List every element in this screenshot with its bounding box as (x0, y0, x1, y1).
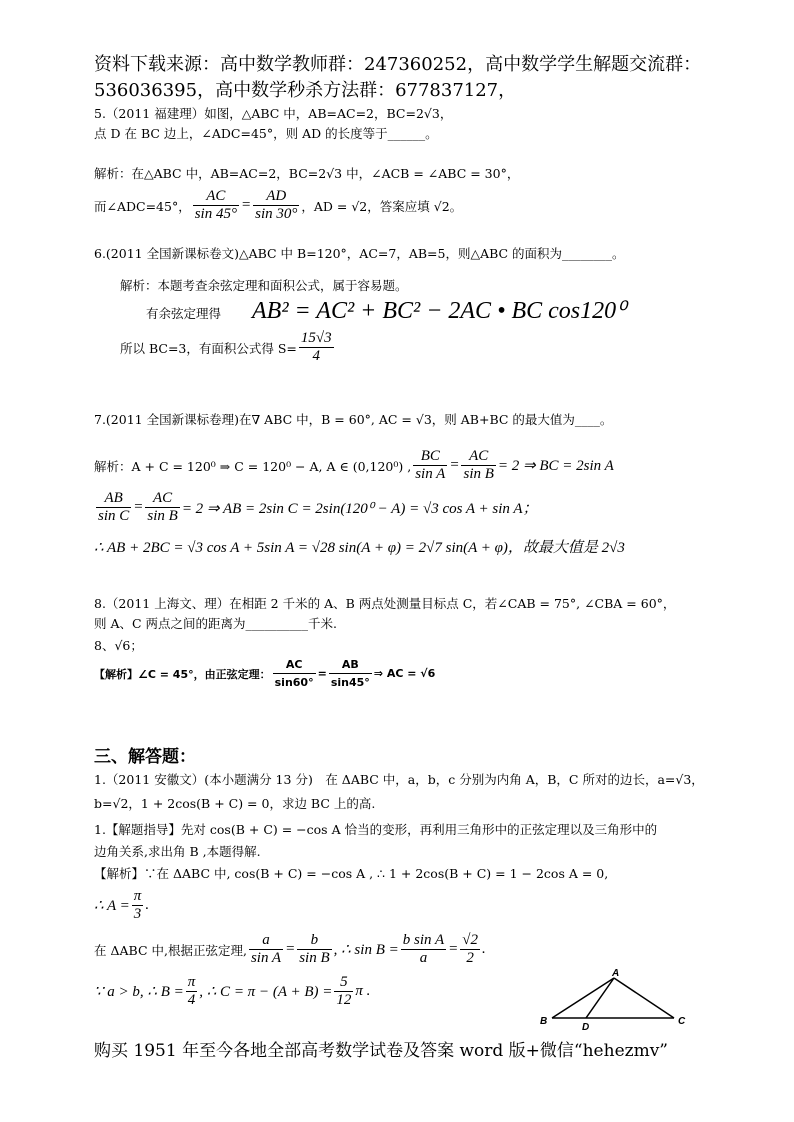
denominator: sin B (147, 508, 178, 524)
denominator: sin A (250, 950, 282, 966)
numerator: 5 (334, 974, 353, 992)
problem-6-solution-2-label: 有余弦定理得 (146, 306, 222, 321)
denominator: 2 (466, 950, 474, 966)
law-of-cosines-formula: AB² = AC² + BC² − 2AC • BC cos120⁰ (252, 298, 626, 324)
fraction-ad-sin30 (253, 188, 299, 223)
fraction-b-sinb (297, 932, 331, 967)
solution-text: ∵ a > b, ∴ B = (94, 984, 184, 1000)
problem-5-solution-1: 解析：在△ABC 中，AB=AC=2，BC=2√3 中，∠ACB = ∠ABC = 30°， (94, 166, 520, 181)
numerator: AC (193, 188, 239, 206)
problem-7-statement: 7.(2011 全国新课标卷理)在∇ ABC 中，B = 60°, AC = √3，则 AB+BC 的最大值为____。 (94, 412, 613, 427)
numerator: π (187, 974, 196, 990)
label-b: B (540, 1016, 548, 1027)
solution-text: ∴ A = (94, 898, 130, 914)
footer-text: 购买 1951 年至今各地全部高考数学试卷及答案 word 版+微信“hehezmv” (94, 1041, 668, 1061)
header-line-1: 资料下载来源：高中数学教师群：247360252，高中数学学生解题交流群： (94, 54, 702, 75)
fraction-pi-4 (186, 974, 198, 1009)
numerator: AC (145, 490, 179, 508)
problem-8-answer: 8、√6； (94, 638, 143, 653)
label-a: A (612, 968, 620, 979)
question-1-hint-2: 边角关系,求出角 B ,本题得解. (94, 844, 261, 859)
equals-sign: = (317, 667, 327, 680)
question-1-hint-1: 1.【解题指导】先对 cos(B + C) = −cos A 恰当的变形，再利用三角形中的正弦定理以及三角形中的 (94, 822, 658, 837)
solution-text: = 2 ⇒ AB = 2sin C = 2sin(120⁰ − A) = √3 cos A + sin A； (181, 501, 538, 517)
problem-7-solution-3: ∴ AB + 2BC = √3 cos A + 5sin A = √28 sin(A + φ) = 2√7 sin(A + φ)，故最大值是 2√3 (94, 540, 625, 556)
fraction-ac-sin45 (193, 188, 239, 223)
denominator: sin B (463, 466, 494, 482)
solution-text: = 2 ⇒ BC = 2sin A (497, 458, 614, 474)
equals-sign: = (448, 941, 459, 957)
fraction-5-12 (334, 974, 353, 1009)
fraction-ab-sin45 (329, 656, 372, 691)
numerator: a (249, 932, 283, 950)
solution-text: 而∠ADC=45°， (94, 198, 191, 214)
problem-5-solution-2 (94, 188, 462, 223)
fraction-ac-sin60 (273, 656, 316, 691)
question-1-solution-4 (94, 974, 370, 1009)
equals-sign: = (449, 457, 460, 473)
period: . (482, 941, 486, 957)
fraction-area (299, 330, 334, 365)
denominator: sin60° (274, 676, 314, 689)
denominator: sin 45° (194, 206, 237, 222)
denominator: 12 (336, 992, 352, 1008)
solution-text: 解析：A + C = 120⁰ ⇒ C = 120⁰ − A, A ∈ (0,120⁰) , (94, 458, 412, 474)
fraction-bc-sina (413, 448, 447, 483)
period: . (145, 897, 150, 913)
numerator: b (297, 932, 331, 950)
solution-text: , ∴ sin B = (333, 942, 399, 958)
numerator: AC (461, 448, 495, 466)
numerator: AB (96, 490, 131, 508)
fraction-ab-sinc (96, 490, 131, 525)
fraction-ac-sinb (145, 490, 179, 525)
fraction-ac-sinb (461, 448, 495, 483)
solution-text: π . (355, 983, 371, 999)
problem-8-statement-1: 8.（2011 上海文、理）在相距 2 千米的 A、B 两点处测量目标点 C，若∠CAB = 75°, ∠CBA = 60°， (94, 596, 676, 611)
problem-7-solution-2 (94, 490, 538, 525)
explanation-text: 【解析】∠C = 45°，由正弦定理： (94, 667, 271, 681)
label-d: D (582, 1022, 590, 1032)
numerator: √2 (462, 932, 478, 948)
problem-6-solution-1: 解析：本题考查余弦定理和面积公式，属于容易题。 (120, 278, 408, 293)
problem-6-solution-3 (120, 330, 336, 365)
solution-text: 在 ΔABC 中,根据正弦定理, (94, 942, 247, 958)
denominator: sin C (98, 508, 130, 524)
problem-5-statement-2: 点 D 在 BC 边上，∠ADC=45°，则 AD 的长度等于______。 (94, 126, 438, 141)
problem-8-statement-2: 则 A、C 两点之间的距离为__________千米. (94, 616, 338, 631)
question-1-solution-1: 【解析】∵在 ΔABC 中, cos(B + C) = −cos A , ∴ 1 + 2cos(B + C) = 1 − 2cos A = 0, (94, 866, 609, 881)
numerator: 15√3 (300, 330, 332, 346)
problem-8-explanation (94, 656, 435, 691)
numerator: b sin A (402, 932, 445, 948)
denominator: 3 (133, 906, 142, 922)
denominator: sin B (299, 950, 330, 966)
header-line-2: 536036395，高中数学秒杀方法群：677837127， (94, 80, 517, 101)
fraction-bsina-a (401, 932, 446, 967)
denominator: sin A (415, 466, 446, 482)
solution-text: ，AD = √2，答案应填 √2。 (301, 198, 463, 214)
segment-ad (586, 978, 614, 1018)
problem-5-statement-1: 5.（2011 福建理）如图，△ABC 中，AB=AC=2，BC=2√3， (94, 106, 453, 121)
problem-7-solution-1 (94, 448, 614, 483)
problem-6-statement: 6.(2011 全国新课标卷文)△ABC 中 B=120°，AC=7，AB=5，则△ABC 的面积为________。 (94, 246, 625, 261)
equals-sign: = (240, 197, 252, 213)
fraction-a-sina (249, 932, 283, 967)
triangle-figure (534, 966, 694, 1032)
numerator: AC (273, 656, 316, 674)
question-1-solution-2 (94, 888, 149, 923)
solution-text: 所以 BC=3，有面积公式得 S= (120, 340, 297, 356)
section-title: 三、解答题： (94, 747, 196, 767)
numerator: AD (253, 188, 299, 206)
denominator: sin45° (330, 676, 370, 689)
denominator: sin 30° (255, 206, 298, 222)
explanation-text: ⇒ AC = √6 (373, 667, 436, 680)
equals-sign: = (133, 499, 144, 515)
denominator: 4 (312, 348, 321, 364)
fraction-pi-3 (132, 888, 144, 923)
side-ab (552, 978, 614, 1018)
numerator: AB (329, 656, 372, 674)
equals-sign: = (285, 941, 296, 957)
solution-text: , ∴ C = π − (A + B) = (199, 984, 333, 1000)
denominator: 4 (187, 992, 196, 1008)
numerator: BC (413, 448, 447, 466)
question-1-solution-3 (94, 932, 486, 967)
question-1-statement-1: 1.（2011 安徽文）(本小题满分 13 分) 在 ΔABC 中，a，b，c 分别为内角 A，B，C 所对的边长，a=√3， (94, 772, 704, 787)
fraction-root2-2 (460, 932, 480, 967)
numerator: π (133, 888, 142, 904)
question-1-statement-2: b=√2，1 + 2cos(B + C) = 0，求边 BC 上的高. (94, 796, 376, 811)
denominator: a (419, 950, 428, 966)
label-c: C (678, 1016, 686, 1027)
side-ac (614, 978, 674, 1018)
